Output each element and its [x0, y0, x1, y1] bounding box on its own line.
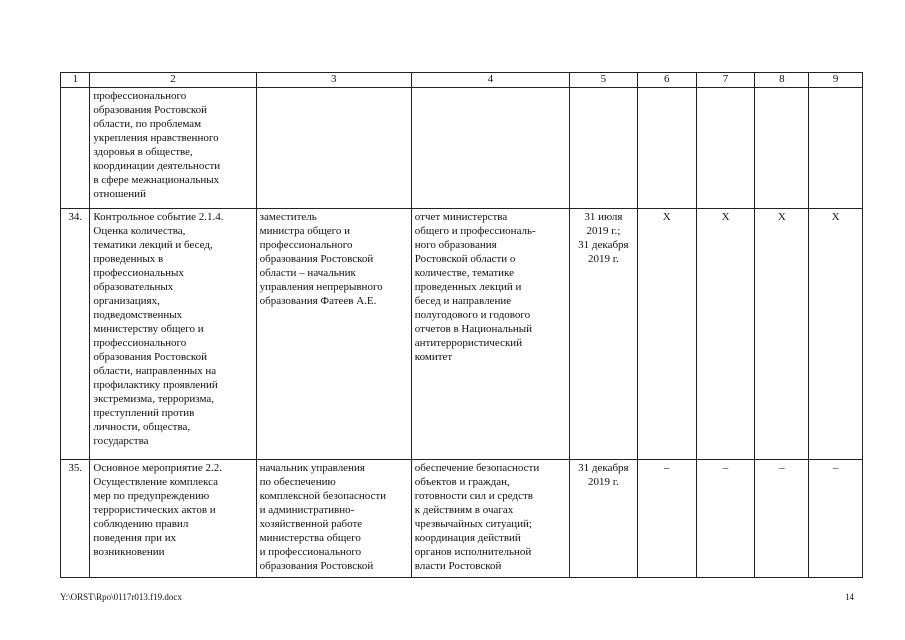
cell-text-line: террористических актов и	[93, 504, 216, 516]
mark-cell: Х	[755, 209, 809, 460]
cell-text-line: профессиональных	[93, 267, 184, 279]
cell-text-line: в сфере межнациональных	[93, 174, 220, 186]
cell-text-line: здоровья в обществе,	[93, 146, 193, 158]
result-cell	[411, 209, 569, 460]
footer-file-path: Y:\ORST\Rpo\0117r013.f19.docx	[60, 592, 182, 602]
deadline-cell	[569, 460, 637, 578]
cell-text-line: подведомственных	[93, 309, 183, 321]
header-cell: 6	[637, 73, 696, 88]
mark-cell: –	[809, 460, 863, 578]
mark-cell: Х	[637, 209, 696, 460]
mark-cell: –	[637, 460, 696, 578]
cell-text-line: к действиям в очагах	[414, 504, 514, 516]
plan-table	[60, 72, 863, 578]
cell-text-line: организациях,	[93, 295, 160, 307]
row-number-cell	[61, 88, 90, 209]
cell-text-line: начальник управления	[259, 462, 365, 474]
header-cell: 8	[755, 73, 809, 88]
cell-text-line: комитет	[414, 351, 453, 363]
cell-text-line: проведенных в	[93, 253, 164, 265]
mark-cell	[809, 88, 863, 209]
cell-text-line: профилактику проявлений	[93, 379, 218, 391]
cell-text-line: образования Ростовской	[259, 560, 374, 572]
cell-text-line: Ростовской области о	[414, 253, 516, 265]
row-number-cell: 34.	[61, 209, 90, 460]
cell-text-line: общего и профессиональ-	[414, 225, 536, 237]
cell-text-line: чрезвычайных ситуаций;	[414, 518, 532, 530]
cell-text-line: Основное мероприятие 2.2.	[93, 462, 222, 474]
cell-text-line: бесед и направление	[414, 295, 512, 307]
responsible-cell	[256, 460, 411, 578]
cell-text-line: министерству общего и	[93, 323, 204, 335]
result-cell	[411, 88, 569, 209]
mark-cell	[696, 88, 755, 209]
row-number-cell: 35.	[61, 460, 90, 578]
header-cell: 9	[809, 73, 863, 88]
mark-cell: Х	[809, 209, 863, 460]
cell-text-line: 2019 г.	[588, 476, 619, 488]
cell-text-line: государства	[93, 435, 149, 447]
cell-text-line: Оценка количества,	[93, 225, 186, 237]
cell-text-line: отчетов в Национальный	[414, 323, 533, 335]
cell-text-line: по обеспечению	[259, 476, 336, 488]
footer-page-number: 14	[845, 592, 854, 602]
cell-text-line: готовности сил и средств	[414, 490, 533, 502]
cell-text-line: преступлений против	[93, 407, 195, 419]
table-row-34	[61, 209, 863, 460]
cell-text-line: отчет министерства	[414, 211, 508, 223]
cell-text-line: тематики лекций и бесед,	[93, 239, 213, 251]
mark-cell	[637, 88, 696, 209]
activity-cell	[90, 88, 256, 209]
cell-text-line: ного образования	[414, 239, 497, 251]
cell-text-line: 31 июля	[584, 211, 623, 223]
cell-text-line: 2019 г.	[588, 253, 619, 265]
cell-text-line: возникновении	[93, 546, 165, 558]
cell-text-line: министерства общего	[259, 532, 361, 544]
deadline-cell	[569, 88, 637, 209]
cell-text-line: министра общего и	[259, 225, 351, 237]
cell-text-line: профессионального	[259, 239, 353, 251]
cell-text-line: Осуществление комплекса	[93, 476, 218, 488]
cell-text-line: управления непрерывного	[259, 281, 383, 293]
deadline-cell	[569, 209, 637, 460]
cell-text-line: проведенных лекций и	[414, 281, 522, 293]
cell-text-line: мер по предупреждению	[93, 490, 210, 502]
cell-text-line: координации деятельности	[93, 160, 221, 172]
cell-text-line: области, по проблемам	[93, 118, 202, 130]
cell-text-line: и административно-	[259, 504, 355, 516]
cell-text-line: количестве, тематике	[414, 267, 515, 279]
result-cell	[411, 460, 569, 578]
cell-text-line: соблюдению правил	[93, 518, 189, 530]
cell-text-line: образования Ростовской	[93, 104, 208, 116]
table-row-continued	[61, 88, 863, 209]
mark-cell: Х	[696, 209, 755, 460]
header-cell: 3	[256, 73, 411, 88]
cell-text-line: органов исполнительной	[414, 546, 532, 558]
cell-text-line: хозяйственной работе	[259, 518, 363, 530]
cell-text-line: обеспечение безопасности	[414, 462, 540, 474]
responsible-cell	[256, 209, 411, 460]
responsible-cell	[256, 88, 411, 209]
cell-text-line: 31 декабря	[578, 239, 629, 251]
header-cell: 4	[411, 73, 569, 88]
activity-cell	[90, 460, 256, 578]
cell-text-line: отношений	[93, 188, 146, 200]
cell-text-line: антитеррористический	[414, 337, 523, 349]
cell-text-line: области, направленных на	[93, 365, 217, 377]
cell-text-line: экстремизма, терроризма,	[93, 393, 214, 405]
cell-text-line: профессионального	[93, 90, 187, 102]
cell-text-line: и профессионального	[259, 546, 362, 558]
mark-cell: –	[755, 460, 809, 578]
cell-text-line: личности, общества,	[93, 421, 191, 433]
header-cell: 1	[61, 73, 90, 88]
cell-text-line: власти Ростовской	[414, 560, 502, 572]
cell-text-line: укрепления нравственного	[93, 132, 219, 144]
mark-cell	[755, 88, 809, 209]
header-cell: 5	[569, 73, 637, 88]
cell-text-line: комплексной безопасности	[259, 490, 387, 502]
mark-cell: –	[696, 460, 755, 578]
header-row	[61, 73, 863, 88]
cell-text-line: образования Ростовской	[259, 253, 374, 265]
cell-text-line: области – начальник	[259, 267, 356, 279]
activity-cell	[90, 209, 256, 460]
header-cell: 7	[696, 73, 755, 88]
cell-text-line: 2019 г.;	[586, 225, 621, 237]
cell-text-line: 31 декабря	[578, 462, 629, 474]
table-row-35	[61, 460, 863, 578]
cell-text-line: заместитель	[259, 211, 317, 223]
cell-text-line: координация действий	[414, 532, 521, 544]
cell-text-line: образовательных	[93, 281, 174, 293]
cell-text-line: образования Ростовской	[93, 351, 208, 363]
cell-text-line: объектов и граждан,	[414, 476, 510, 488]
cell-text-line: Контрольное событие 2.1.4.	[93, 211, 224, 223]
cell-text-line: образования Фатеев А.Е.	[259, 295, 377, 307]
header-cell: 2	[90, 73, 256, 88]
cell-text-line: профессионального	[93, 337, 187, 349]
cell-text-line: поведения при их	[93, 532, 177, 544]
cell-text-line: полугодового и годового	[414, 309, 531, 321]
